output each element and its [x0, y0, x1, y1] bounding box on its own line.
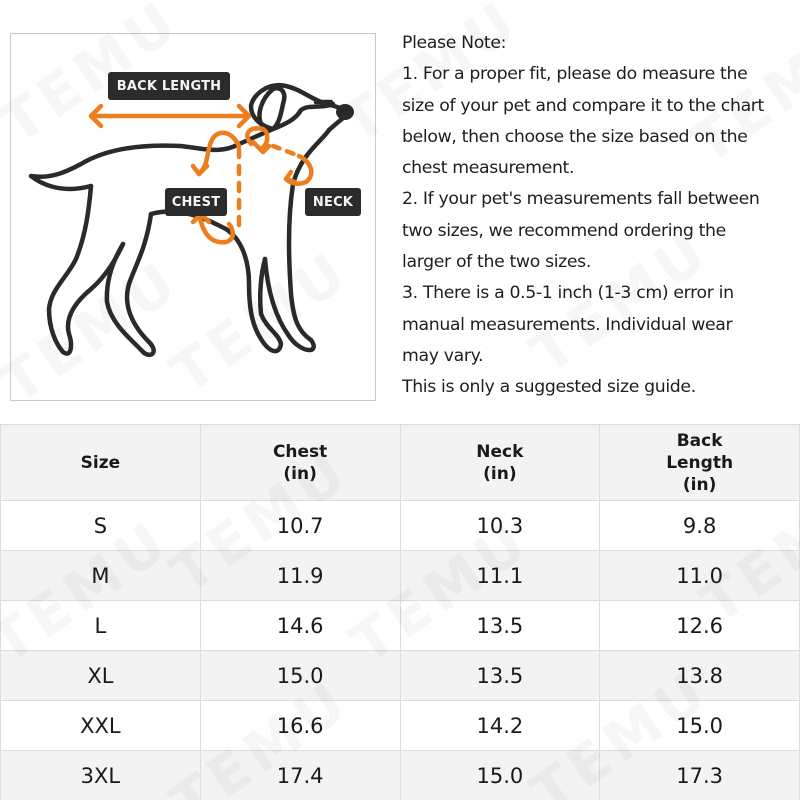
- cell-chest: 11.9: [200, 551, 400, 601]
- note-line: 3. There is a 0.5-1 inch (1-3 cm) error in: [402, 283, 734, 304]
- cell-back-length: 17.3: [600, 751, 800, 800]
- table-row: [1, 501, 800, 551]
- table-row: [1, 751, 800, 800]
- cell-back-length: 11.0: [600, 551, 800, 601]
- note-line: may vary.: [402, 345, 484, 366]
- cell-neck: 15.0: [400, 751, 600, 800]
- cell-back-length: 9.8: [600, 501, 800, 551]
- cell-size: M: [1, 551, 201, 601]
- cell-size: XL: [1, 651, 201, 701]
- back-length-label: BACK LENGTH: [108, 72, 230, 100]
- table-row: [1, 701, 800, 751]
- header-back-length: Back Length (in): [600, 425, 800, 501]
- note-line: larger of the two sizes.: [402, 252, 591, 273]
- cell-back-length: 12.6: [600, 601, 800, 651]
- note-line: chest measurement.: [402, 158, 575, 179]
- cell-back-length: 15.0: [600, 701, 800, 751]
- note-disclaimer: This is only a suggested size guide.: [402, 377, 696, 398]
- note-line: 2. If your pet's measurements fall between: [402, 189, 760, 210]
- note-line: size of your pet and compare it to the chart: [402, 95, 764, 116]
- size-chart-table: [0, 424, 800, 800]
- table-row: [1, 601, 800, 651]
- header-neck: Neck (in): [400, 425, 600, 501]
- cell-neck: 13.5: [400, 651, 600, 701]
- table-row: [1, 551, 800, 601]
- cell-back-length: 13.8: [600, 651, 800, 701]
- table-row: [1, 651, 800, 701]
- cell-size: L: [1, 601, 201, 651]
- size-notes: [402, 28, 800, 404]
- cell-size: 3XL: [1, 751, 201, 800]
- dog-nose-icon: [336, 104, 354, 120]
- note-line: 1. For a proper fit, please do measure the: [402, 64, 748, 85]
- cell-size: XXL: [1, 701, 201, 751]
- neck-label: NECK: [305, 188, 361, 216]
- cell-neck: 13.5: [400, 601, 600, 651]
- table-header-row: [1, 425, 800, 501]
- header-chest: Chest (in): [200, 425, 400, 501]
- cell-chest: 16.6: [200, 701, 400, 751]
- dog-measurement-diagram: [10, 33, 376, 401]
- cell-size: S: [1, 501, 201, 551]
- header-size: Size: [1, 425, 201, 501]
- note-line: manual measurements. Individual wear: [402, 314, 733, 335]
- cell-neck: 10.3: [400, 501, 600, 551]
- chest-label: CHEST: [165, 188, 227, 216]
- note-line: two sizes, we recommend ordering the: [402, 220, 726, 241]
- cell-chest: 14.6: [200, 601, 400, 651]
- cell-chest: 15.0: [200, 651, 400, 701]
- cell-neck: 11.1: [400, 551, 600, 601]
- note-line: below, then choose the size based on the: [402, 126, 748, 147]
- cell-chest: 17.4: [200, 751, 400, 800]
- notes-heading: Please Note:: [402, 33, 507, 53]
- cell-neck: 14.2: [400, 701, 600, 751]
- cell-chest: 10.7: [200, 501, 400, 551]
